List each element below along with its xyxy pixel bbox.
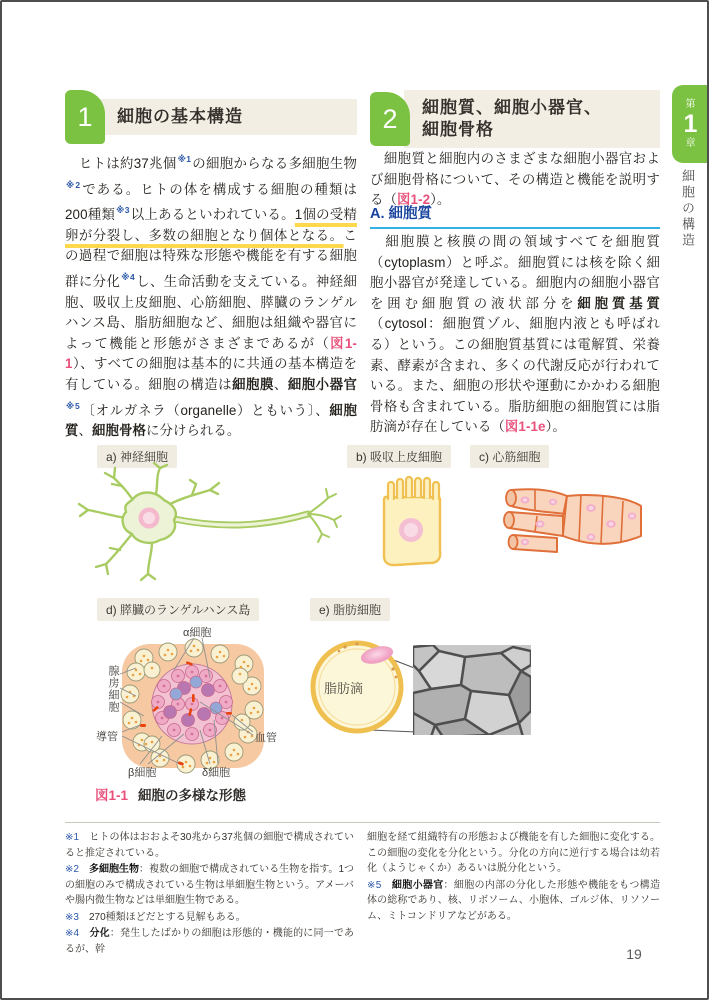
- section-2-title-line2: 細胞骨格: [422, 120, 494, 140]
- neuron-illustration: [74, 462, 356, 588]
- islet-label-acinar: 腺房細胞: [107, 665, 119, 713]
- section-1-number-badge: 1: [65, 90, 105, 144]
- figure-caption-ref: 図1-1: [95, 788, 129, 803]
- figure-caption-text: 細胞の多様な形態: [138, 788, 247, 803]
- fat-tissue-micrograph: [413, 645, 531, 737]
- right-column-intro: 細胞質と細胞内のさまざまな細胞小器官および細胞骨格について、その構造と機能を説明する（図1-2）。: [370, 151, 660, 208]
- islet-label-alpha: α細胞: [183, 627, 212, 639]
- footnotes-right-column: [367, 830, 660, 925]
- section-2-title-bar: [404, 90, 660, 148]
- islet-label-delta: δ細胞: [202, 767, 231, 779]
- right-column-paragraph: 細胞膜と核膜の間の領域すべてを細胞質（cytoplasm）と呼ぶ。細胞質には核を除く細胞小器官が発達している。細胞内の細胞小器官を囲む細胞質の液状部分を細胞質基質（cytosol：細胞質ゾル、細胞内液とも呼ばれる）という。この細胞質基質には電解質、栄養素、酵素が含まれ、多くの代謝反応が行われている。また、細胞の形状や運動にかかわる細胞骨格も含まれている。脂肪細胞の細胞質には脂肪滴が存在している（図1-1e）。: [370, 234, 661, 435]
- footnote-divider: [65, 822, 660, 823]
- page-number: 19: [626, 946, 642, 962]
- left-column-paragraph: ヒトは約37兆個$^{※1}$の細胞からなる多細胞生物$^{※2}$である。ヒトの体を構成する細胞の種類は200種類$^{※3}$以上あるといわれている。1個の受精卵が分裂し、多数の細胞となり個体となる。この過程で細胞は特殊な形態や機能を有する細胞群に分化$^{※4}$し、生命活動を支えている。神経細胞、吸収上皮細胞、心筋細胞、膵臓のランゲルハンス島、脂肪細胞など、細胞は組織や器官によって機能と形態がさまざまであるが（図1-1）、すべての細胞は基本的に共通の基本構造を有している。細胞の構造は細胞膜、細胞小器官$^{※5}$〔オルガネラ（organelle）ともいう〕、細胞質、細胞骨格に分けられる。: [65, 154, 357, 439]
- footnote-2: ※2 多細胞生物：複数の細胞で構成されている生物を指す。1つの細胞のみで構成されている生物は単細胞生物という。アメーバや腸内微生物などは単細胞生物である。: [65, 864, 355, 906]
- cardiac-muscle-illustration: [495, 480, 645, 560]
- islet-label-beta: β細胞: [128, 767, 157, 779]
- footnote-4: ※4 分化：発生したばかりの細胞は形態的・機能的に同一であるが、幹: [65, 928, 355, 955]
- epithelial-cell-illustration: [374, 472, 452, 570]
- chapter-tab: [672, 85, 709, 163]
- chapter-prefix: 第: [685, 98, 696, 110]
- section-1-title: 細胞の基本構造: [117, 107, 243, 126]
- chapter-suffix: 章: [685, 137, 696, 149]
- fat-droplet-label: 脂肪滴: [324, 681, 364, 696]
- figure-label-c: c) 心筋細胞: [470, 445, 549, 468]
- islet-label-duct: 導管: [96, 731, 118, 743]
- footnote-4-continued: 細胞を経て組織特有の形態および機能を有した細胞に変化する。この細胞の変化を分化という。分化の方向に逆行する場合は幼若化（ようじゃくか）あるいは脱分化という。: [367, 832, 660, 874]
- chapter-title-vertical: 細胞の構造: [680, 169, 695, 249]
- figure-label-d: d) 膵臓のランゲルハンス島: [97, 598, 259, 621]
- section-2-header: [370, 90, 660, 148]
- section-1-title-bar: [99, 99, 357, 135]
- footnote-3: ※3 270種類ほどだとする見解もある。: [65, 911, 246, 923]
- section-1-header: [65, 90, 357, 144]
- figure-label-e: e) 脂肪細胞: [310, 598, 390, 621]
- footnotes-left-column: [65, 830, 354, 958]
- islet-label-vessel: 血管: [255, 732, 277, 744]
- footnote-5: ※5 細胞小器官：細胞の内部の分化した形態や機能をもつ構造体の総称であり、核、リボソーム、小胞体、ゴルジ体、リソソーム、ミトコンドリアなどがある。: [367, 879, 661, 922]
- footnote-1: ※1 ヒトの体はおおよそ30兆から37兆個の細胞で構成されていると推定されている。: [65, 832, 354, 859]
- figure-label-b: b) 吸収上皮細胞: [347, 445, 451, 468]
- section-2-number-badge: 2: [370, 92, 410, 146]
- chapter-number: 1: [683, 109, 698, 138]
- islet-illustration: [92, 618, 292, 793]
- section-2-title-line1: 細胞質、細胞小器官、: [422, 98, 602, 117]
- figure-label-a: a) 神経細胞: [97, 445, 177, 468]
- subheading-cytoplasm: A. 細胞質: [370, 202, 660, 229]
- figure-caption: [95, 784, 246, 804]
